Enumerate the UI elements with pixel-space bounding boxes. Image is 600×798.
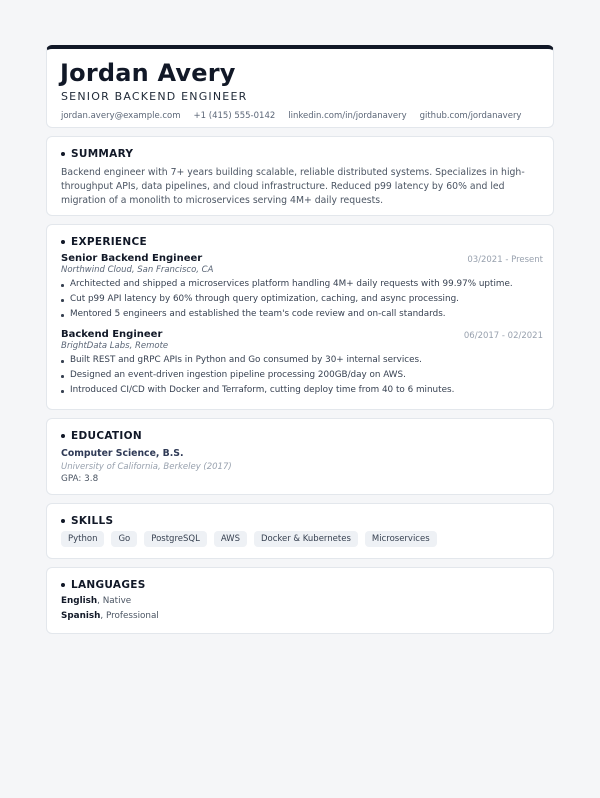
language-item xyxy=(61,611,159,621)
contact-github[interactable]: github.com/jordanavery xyxy=(419,111,522,121)
skill-chip: Docker & Kubernetes xyxy=(254,531,358,547)
bullet-icon xyxy=(61,152,65,156)
skills-title: SKILLS xyxy=(71,515,114,527)
education-title: EDUCATION xyxy=(71,430,142,442)
language-level: , Native xyxy=(97,596,132,606)
job-entry xyxy=(61,329,543,398)
contact-linkedin[interactable]: linkedin.com/in/jordanavery xyxy=(288,111,407,121)
candidate-role: SENIOR BACKEND ENGINEER xyxy=(61,90,248,103)
gpa: GPA: 3.8 xyxy=(61,474,99,484)
language-name: English xyxy=(61,596,98,606)
bullet-icon xyxy=(61,519,65,523)
section-heading xyxy=(61,579,146,591)
summary-title: SUMMARY xyxy=(71,148,134,160)
bullet-icon xyxy=(61,434,65,438)
job-title: Backend Engineer xyxy=(61,329,163,340)
job-company: Northwind Cloud, San Francisco, CA xyxy=(61,265,214,275)
job-bullet: Built REST and gRPC APIs in Python and Go consumed by 30+ internal services. xyxy=(61,353,543,368)
job-bullet: Introduced CI/CD with Docker and Terraform, cutting deploy time from 40 to 6 minutes. xyxy=(61,383,543,398)
languages-title: LANGUAGES xyxy=(71,579,146,591)
skill-chip: AWS xyxy=(214,531,247,547)
school: University of California, Berkeley (2017) xyxy=(61,462,232,472)
language-name: Spanish xyxy=(61,611,101,621)
bullet-icon xyxy=(61,583,65,587)
skills-section xyxy=(46,503,554,559)
job-bullet: Designed an event-driven ingestion pipeline processing 200GB/day on AWS. xyxy=(61,368,543,383)
job-dates: 03/2021 - Present xyxy=(467,255,543,265)
job-company: BrightData Labs, Remote xyxy=(61,341,169,351)
skill-chip: Microservices xyxy=(365,531,437,547)
job-bullet: Mentored 5 engineers and established the team's code review and on-call standards. xyxy=(61,307,543,322)
experience-section xyxy=(46,224,554,410)
job-bullet: Cut p99 API latency by 60% through query optimization, caching, and async processing. xyxy=(61,292,543,307)
degree: Computer Science, B.S. xyxy=(61,448,184,459)
experience-title: EXPERIENCE xyxy=(71,236,147,248)
section-heading xyxy=(61,430,142,442)
job-bullets xyxy=(61,277,543,322)
skill-chip: PostgreSQL xyxy=(144,531,207,547)
summary-section xyxy=(46,136,554,216)
job-title: Senior Backend Engineer xyxy=(61,253,203,264)
resume-header xyxy=(46,45,554,128)
summary-text: Backend engineer with 7+ years building scalable, reliable distributed systems. Specializes in high-throughput APIs, data pipelines, and cloud infrastructure. Reduced p99 latency by 60% and led migration of a monolith to microservices serving 4M+ daily requests. xyxy=(61,167,525,207)
language-item xyxy=(61,596,131,606)
contact-info xyxy=(61,111,521,121)
job-bullet: Architected and shipped a microservices platform handling 4M+ daily requests with 99.97% uptime. xyxy=(61,277,543,292)
languages-section xyxy=(46,567,554,634)
skill-list xyxy=(61,531,437,547)
skill-chip: Go xyxy=(111,531,137,547)
section-heading xyxy=(61,515,113,527)
contact-phone[interactable]: +1 (415) 555-0142 xyxy=(193,111,276,121)
job-bullets xyxy=(61,353,543,398)
bullet-icon xyxy=(61,240,65,244)
candidate-name: Jordan Avery xyxy=(60,59,236,87)
job-entry xyxy=(61,253,543,322)
job-dates: 06/2017 - 02/2021 xyxy=(463,331,543,341)
section-heading xyxy=(61,236,147,248)
contact-email[interactable]: jordan.avery@example.com xyxy=(61,111,181,121)
education-section xyxy=(46,418,554,495)
skill-chip: Python xyxy=(61,531,104,547)
section-heading xyxy=(61,148,133,160)
language-level: , Professional xyxy=(100,611,159,621)
